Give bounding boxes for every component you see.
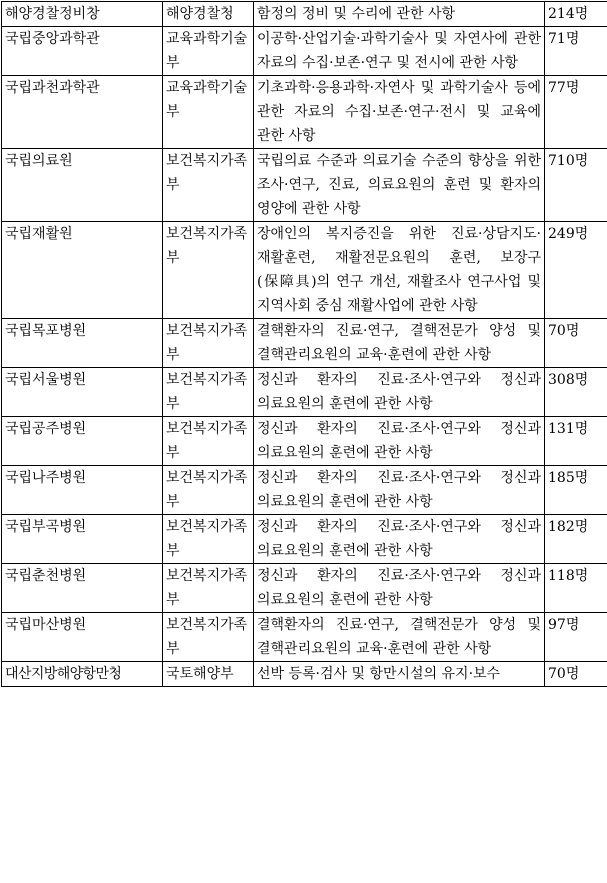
duty-cell: 국립의료 수준과 의료기술 수준의 향상을 위한 조사·연구, 진료, 의료요원의 훈련 및 환자의 영양에 관한 사항 xyxy=(254,149,545,222)
duty-cell: 기초과학·응용과학·자연사 및 과학기술사 등에 관한 자료의 수집·보존·연구·전시 및 교육에 관한 사항 xyxy=(254,76,545,149)
org-cell: 국립나주병원 xyxy=(2,466,163,515)
table-row xyxy=(2,662,607,687)
ministry-cell: 보건복지가족부 xyxy=(163,564,254,613)
staff-cell: 214명 xyxy=(545,2,607,27)
org-cell: 국립서울병원 xyxy=(2,368,163,417)
duty-cell: 결핵환자의 진료·연구, 결핵전문가 양성 및 결핵관리요원의 교육·훈련에 관한 사항 xyxy=(254,613,545,662)
ministry-cell: 보건복지가족부 xyxy=(163,319,254,368)
table-body xyxy=(2,2,607,687)
ministry-cell: 교육과학기술부 xyxy=(163,27,254,76)
ministry-cell: 해양경찰청 xyxy=(163,2,254,27)
table-row xyxy=(2,319,607,368)
org-cell: 국립부곡병원 xyxy=(2,515,163,564)
table-row xyxy=(2,613,607,662)
duty-cell: 이공학·산업기술·과학기술사 및 자연사에 관한 자료의 수집·보존·연구 및 전시에 관한 사항 xyxy=(254,27,545,76)
org-cell: 대산지방해양항만청 xyxy=(2,662,163,687)
staff-cell: 131명 xyxy=(545,417,607,466)
staff-cell: 182명 xyxy=(545,515,607,564)
staff-cell: 70명 xyxy=(545,319,607,368)
ministry-cell: 교육과학기술부 xyxy=(163,76,254,149)
duty-cell: 장애인의 복지증진을 위한 진료·상담지도·재활훈련, 재활전문요원의 훈련, 보장구(保障具)의 연구 개선, 재활조사 연구사업 및 지역사회 중심 재활사업에 관한 사항 xyxy=(254,222,545,319)
ministry-cell: 국토해양부 xyxy=(163,662,254,687)
table-row xyxy=(2,564,607,613)
staff-cell: 97명 xyxy=(545,613,607,662)
duty-cell: 선박 등록·검사 및 항만시설의 유지·보수 xyxy=(254,662,545,687)
duty-cell: 결핵환자의 진료·연구, 결핵전문가 양성 및 결핵관리요원의 교육·훈련에 관한 사항 xyxy=(254,319,545,368)
table-row xyxy=(2,76,607,149)
table-row xyxy=(2,515,607,564)
staff-cell: 710명 xyxy=(545,149,607,222)
org-cell: 국립공주병원 xyxy=(2,417,163,466)
org-cell: 국립목포병원 xyxy=(2,319,163,368)
table-row xyxy=(2,368,607,417)
org-cell: 해양경찰정비창 xyxy=(2,2,163,27)
table-row xyxy=(2,222,607,319)
staff-cell: 77명 xyxy=(545,76,607,149)
org-cell: 국립과천과학관 xyxy=(2,76,163,149)
duty-cell: 함정의 정비 및 수리에 관한 사항 xyxy=(254,2,545,27)
duty-cell: 정신과 환자의 진료·조사·연구와 정신과 의료요원의 훈련에 관한 사항 xyxy=(254,417,545,466)
staff-cell: 70명 xyxy=(545,662,607,687)
ministry-cell: 보건복지가족부 xyxy=(163,515,254,564)
ministry-cell: 보건복지가족부 xyxy=(163,466,254,515)
staff-cell: 118명 xyxy=(545,564,607,613)
ministry-cell: 보건복지가족부 xyxy=(163,417,254,466)
ministry-cell: 보건복지가족부 xyxy=(163,222,254,319)
table-row xyxy=(2,466,607,515)
ministry-cell: 보건복지가족부 xyxy=(163,613,254,662)
org-cell: 국립춘천병원 xyxy=(2,564,163,613)
org-cell: 국립마산병원 xyxy=(2,613,163,662)
duty-cell: 정신과 환자의 진료·조사·연구와 정신과 의료요원의 훈련에 관한 사항 xyxy=(254,466,545,515)
ministry-cell: 보건복지가족부 xyxy=(163,368,254,417)
org-cell: 국립중앙과학관 xyxy=(2,27,163,76)
staff-cell: 249명 xyxy=(545,222,607,319)
duty-cell: 정신과 환자의 진료·조사·연구와 정신과 의료요원의 훈련에 관한 사항 xyxy=(254,564,545,613)
table-row xyxy=(2,2,607,27)
agency-table xyxy=(1,1,607,687)
org-cell: 국립의료원 xyxy=(2,149,163,222)
staff-cell: 185명 xyxy=(545,466,607,515)
org-cell: 국립재활원 xyxy=(2,222,163,319)
ministry-cell: 보건복지가족부 xyxy=(163,149,254,222)
staff-cell: 71명 xyxy=(545,27,607,76)
staff-cell: 308명 xyxy=(545,368,607,417)
table-row xyxy=(2,417,607,466)
table-row xyxy=(2,149,607,222)
duty-cell: 정신과 환자의 진료·조사·연구와 정신과 의료요원의 훈련에 관한 사항 xyxy=(254,368,545,417)
duty-cell: 정신과 환자의 진료·조사·연구와 정신과 의료요원의 훈련에 관한 사항 xyxy=(254,515,545,564)
table-row xyxy=(2,27,607,76)
